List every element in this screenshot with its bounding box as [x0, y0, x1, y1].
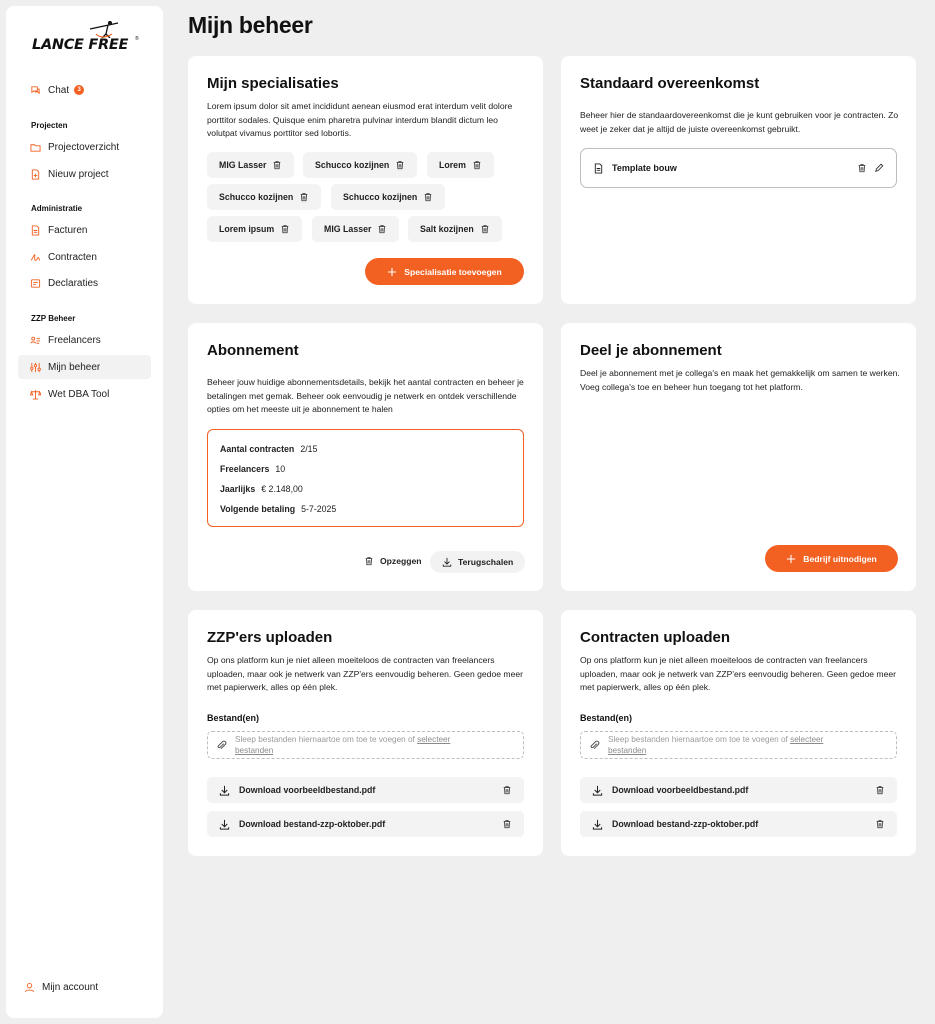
sidebar-item-contracten[interactable] — [18, 245, 151, 269]
folder-icon — [30, 142, 41, 153]
download-file-row[interactable] — [580, 777, 897, 803]
file-name: Download bestand-zzp-oktober.pdf — [612, 819, 759, 829]
row-value: € 2.148,00 — [261, 484, 303, 494]
logo-registered-mark: ® — [135, 36, 139, 42]
overeenkomst-card — [561, 56, 916, 304]
sidebar-item-label: Chat — [48, 84, 70, 96]
sidebar-item-label: Declaraties — [48, 277, 99, 289]
chip-label: Schucco kozijnen — [219, 192, 294, 202]
sidebar — [6, 6, 163, 1018]
button-label: Bedrijf uitnodigen — [803, 553, 877, 564]
row-label: Aantal contracten — [220, 444, 295, 454]
document-icon — [593, 163, 604, 174]
select-files-link[interactable]: selecteer bestanden — [235, 735, 451, 755]
download-icon — [219, 785, 230, 796]
card-description: Op ons platform kun je niet alleen moeiteloos de contracten van freelancers uploaden, maar ook je netwerk van ZZP'ers eenvoudig beheren. Geen gedoe meer met papierwerk, alles op één plek. — [580, 655, 896, 692]
template-item[interactable] — [580, 148, 897, 188]
sidebar-item-wet-dba-tool[interactable] — [18, 382, 151, 406]
sidebar-item-freelancers[interactable] — [18, 328, 151, 352]
file-plus-icon — [30, 169, 41, 180]
download-icon — [592, 785, 603, 796]
specialisatie-chip[interactable] — [303, 152, 417, 178]
chip-label: Lorem ipsum — [219, 224, 275, 234]
paperclip-icon — [589, 740, 600, 751]
trash-icon[interactable] — [377, 224, 387, 234]
card-description: Lorem ipsum dolor sit amet incididunt aenean eiusmod erat interdum velit dolore porttitor sodales. Quisque enim pharetra pulvinar interdum blandit dictum leo volutpat vivamus porttitor sed lobortis. — [207, 101, 513, 138]
add-specialisatie-button[interactable] — [365, 258, 524, 285]
sidebar-item-projectoverzicht[interactable] — [18, 135, 151, 159]
card-title: Deel je abonnement — [580, 342, 722, 359]
specialisaties-card — [188, 56, 543, 304]
specialisatie-chip[interactable] — [207, 216, 302, 242]
trash-icon[interactable] — [502, 819, 512, 829]
row-label: Volgende betaling — [220, 504, 296, 514]
subscription-details — [207, 429, 524, 527]
trash-icon[interactable] — [423, 192, 433, 202]
dropzone-hint: Sleep bestanden hiernaartoe om toe te voegen of — [235, 735, 415, 744]
invoice-icon — [30, 225, 41, 236]
button-label: Opzeggen — [380, 556, 422, 566]
sidebar-item-label: Mijn beheer — [48, 361, 101, 373]
sidebar-item-mijn-account[interactable] — [24, 982, 98, 993]
contract-upload-card — [561, 610, 916, 856]
specialisatie-chip[interactable] — [207, 184, 321, 210]
subscription-row — [220, 504, 336, 514]
card-title: ZZP'ers uploaden — [207, 629, 333, 646]
card-title: Mijn specialisaties — [207, 75, 339, 92]
pencil-icon[interactable] — [874, 163, 884, 173]
sidebar-item-label: Mijn account — [42, 982, 99, 993]
file-name: Download voorbeeldbestand.pdf — [612, 785, 749, 795]
template-name: Template bouw — [612, 163, 677, 173]
button-label: Terugschalen — [458, 557, 514, 567]
trash-icon[interactable] — [875, 785, 885, 795]
row-label: Freelancers — [220, 464, 270, 474]
sidebar-item-facturen[interactable] — [18, 218, 151, 242]
trash-icon[interactable] — [272, 160, 282, 170]
specialisatie-chip[interactable] — [408, 216, 502, 242]
specialisatie-chip[interactable] — [207, 152, 294, 178]
dropzone-text — [235, 734, 475, 756]
trash-icon[interactable] — [299, 192, 309, 202]
specialisatie-chip[interactable] — [427, 152, 494, 178]
row-value: 2/15 — [300, 444, 318, 454]
download-file-row[interactable] — [580, 811, 897, 837]
logo-text: LANCE FREE — [32, 37, 129, 53]
chip-label: Salt kozijnen — [420, 224, 474, 234]
cancel-subscription-button[interactable] — [364, 556, 422, 566]
sidebar-item-mijn-beheer[interactable] — [18, 355, 151, 379]
page-title: Mijn beheer — [188, 12, 313, 38]
chip-label: MIG Lasser — [324, 224, 372, 234]
card-title: Abonnement — [207, 342, 299, 359]
paperclip-icon — [216, 740, 227, 751]
download-file-row[interactable] — [207, 811, 524, 837]
subscription-row — [220, 444, 317, 454]
signature-icon — [30, 252, 41, 263]
trash-icon[interactable] — [395, 160, 405, 170]
card-title: Contracten uploaden — [580, 629, 731, 646]
file-dropzone[interactable] — [580, 731, 897, 759]
arrow-down-icon — [442, 557, 452, 567]
sidebar-item-label: Projectoverzicht — [48, 141, 120, 153]
card-description: Op ons platform kun je niet alleen moeiteloos de contracten van freelancers uploaden, maar ook je netwerk van ZZP'ers eenvoudig beheren. Geen gedoe meer met papierwerk, alles op één plek. — [207, 655, 523, 692]
sidebar-item-label: Wet DBA Tool — [48, 388, 110, 400]
plus-icon — [786, 554, 796, 564]
receipt-icon — [30, 278, 41, 289]
trash-icon[interactable] — [857, 163, 867, 173]
row-label: Jaarlijks — [220, 484, 256, 494]
file-dropzone[interactable] — [207, 731, 524, 759]
zzp-upload-card — [188, 610, 543, 856]
sidebar-item-label: Contracten — [48, 251, 97, 263]
download-icon — [592, 819, 603, 830]
button-label: Specialisatie toevoegen — [404, 266, 502, 277]
trash-icon[interactable] — [280, 224, 290, 234]
specialisatie-chip[interactable] — [312, 216, 399, 242]
nav-section-title: Administratie — [31, 204, 83, 213]
file-field-label: Bestand(en) — [580, 713, 633, 723]
chat-bubble-icon — [30, 85, 41, 96]
sidebar-item-nieuw-project[interactable] — [18, 162, 151, 186]
specialisatie-chip[interactable] — [331, 184, 445, 210]
sidebar-item-label: Facturen — [48, 224, 88, 236]
trash-icon — [364, 556, 374, 566]
file-field-label: Bestand(en) — [207, 713, 260, 723]
deel-abonnement-card — [561, 323, 916, 591]
trash-icon[interactable] — [480, 224, 490, 234]
brand-logo[interactable] — [32, 20, 142, 60]
card-description: Beheer jouw huidige abonnementsdetails, bekijk het aantal contracten en beheer je betalingen met gemak. Beheer ook eenvoudig je netwerk en ontdek verschillende opties om het meeste uit je abonnement te halen — [207, 377, 524, 414]
file-name: Download voorbeeldbestand.pdf — [239, 785, 376, 795]
user-icon — [24, 982, 35, 993]
chip-label: Lorem — [439, 160, 466, 170]
nav-section-title: ZZP Beheer — [31, 314, 76, 323]
dropzone-hint: Sleep bestanden hiernaartoe om toe te voegen of — [608, 735, 788, 744]
nav-section-title: Projecten — [31, 121, 68, 130]
download-file-row[interactable] — [207, 777, 524, 803]
subscription-row — [220, 464, 285, 474]
trash-icon[interactable] — [472, 160, 482, 170]
sliders-icon — [30, 362, 41, 373]
subscription-row — [220, 484, 303, 494]
chip-label: Schucco kozijnen — [315, 160, 390, 170]
card-description: Beheer hier de standaardovereenkomst die je kunt gebruiken voor je contracten. Zo weet je zeker dat je altijd de juiste overeenkomst gebruikt. — [580, 110, 899, 134]
card-description: Deel je abonnement met je collega's en maak het gemakkelijk om samen te werken. Voeg collega's toe en beheer hun toegang tot het platform. — [580, 368, 900, 392]
scale-icon — [30, 389, 41, 400]
users-list-icon — [30, 335, 41, 346]
card-title: Standaard overeenkomst — [580, 75, 760, 92]
select-files-link[interactable]: selecteer bestanden — [608, 735, 824, 755]
plus-icon — [387, 267, 397, 277]
file-name: Download bestand-zzp-oktober.pdf — [239, 819, 386, 829]
chat-count-badge: 3 — [74, 85, 84, 95]
chip-label: MIG Lasser — [219, 160, 267, 170]
sidebar-item-label: Freelancers — [48, 334, 101, 346]
row-value: 10 — [275, 464, 286, 474]
logo-figure-icon — [88, 20, 120, 38]
abonnement-card — [188, 323, 543, 591]
row-value: 5-7-2025 — [301, 504, 337, 514]
sidebar-item-label: Nieuw project — [48, 168, 109, 180]
sidebar-item-declaraties[interactable] — [18, 271, 151, 295]
trash-icon[interactable] — [502, 785, 512, 795]
chip-label: Schucco kozijnen — [343, 192, 418, 202]
download-icon — [219, 819, 230, 830]
invite-company-button[interactable] — [765, 545, 898, 572]
trash-icon[interactable] — [875, 819, 885, 829]
sidebar-item-chat[interactable] — [18, 78, 151, 102]
downgrade-button[interactable] — [430, 551, 525, 573]
dropzone-text — [608, 734, 848, 756]
